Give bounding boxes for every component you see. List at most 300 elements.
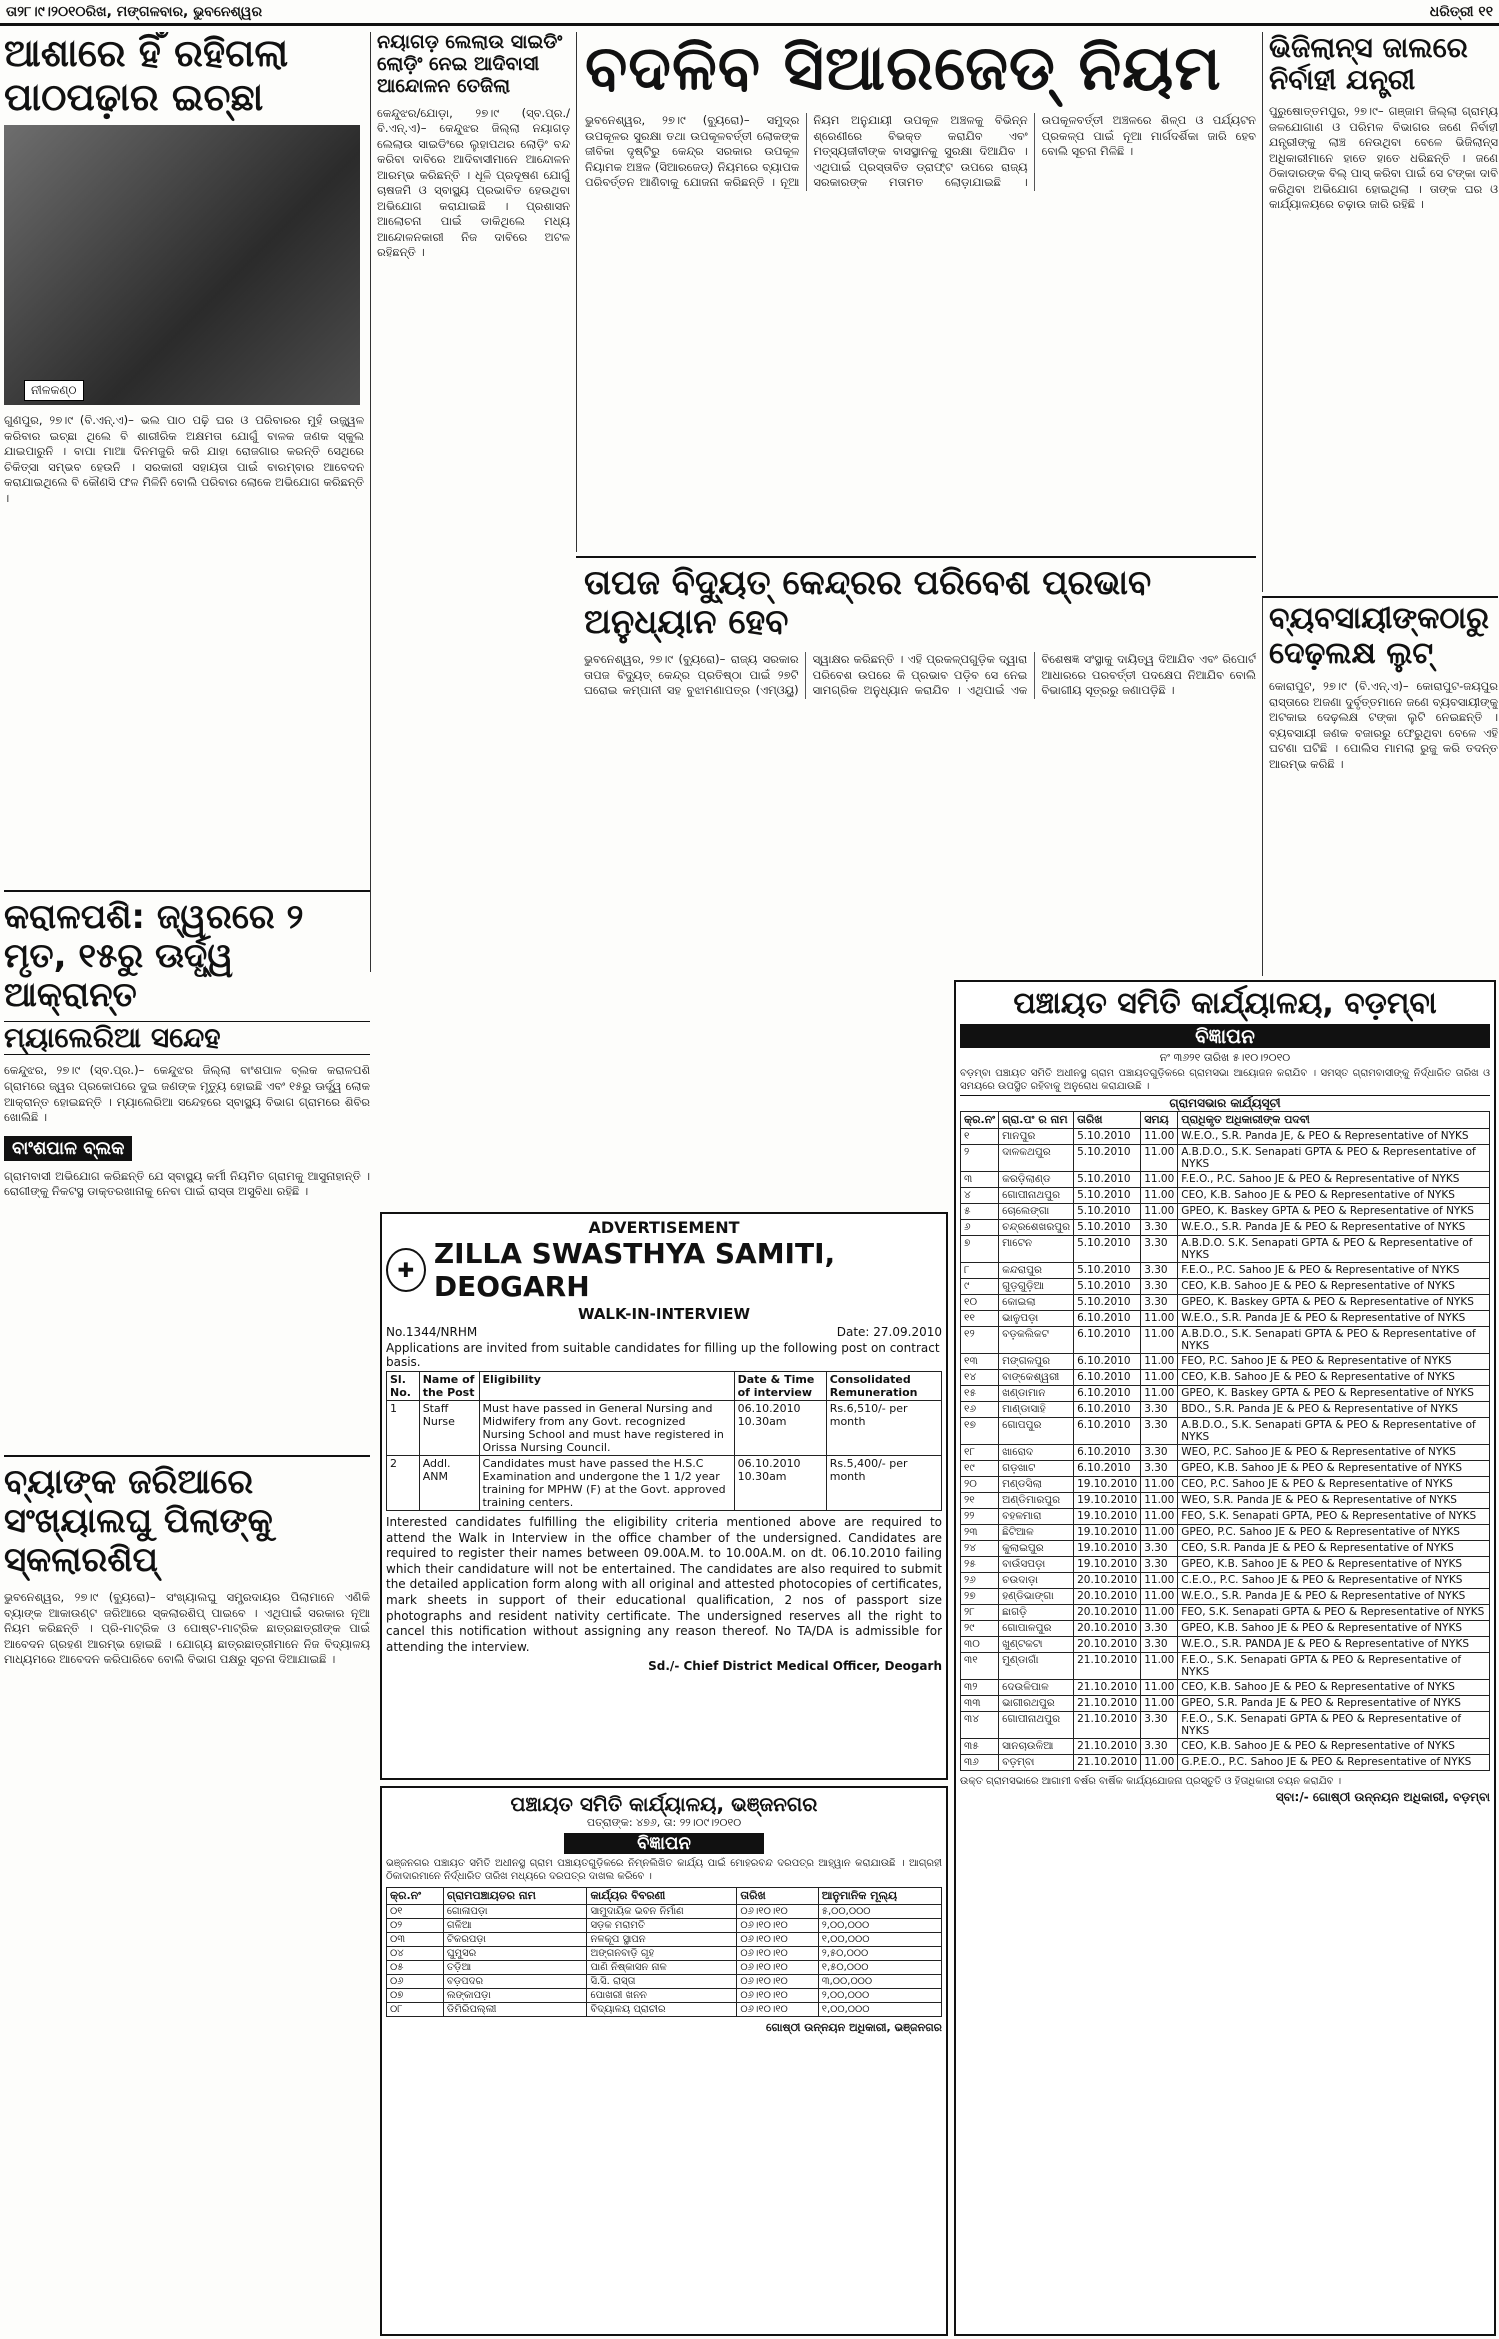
- table-cell: 21.10.2010: [1074, 1712, 1141, 1739]
- table-cell: ବିଦ୍ୟାଳୟ ପ୍ରାଚୀର: [587, 2003, 737, 2017]
- table-cell: ଦେଉଳିପାଳ: [999, 1680, 1074, 1696]
- table-cell: A.B.D.O., S.K. Senapati GPTA & PEO & Representative of NYKS: [1178, 1327, 1490, 1354]
- table-cell: ଖଣ୍ଡାମାନ: [999, 1386, 1074, 1402]
- table-cell: ୧୦: [961, 1295, 999, 1311]
- table-cell: W.E.O., S.R. Panda JE & PEO & Representative of NYKS: [1178, 1589, 1490, 1605]
- table-cell: 3.30: [1141, 1541, 1178, 1557]
- col-header: ତାରିଖ: [1074, 1112, 1141, 1129]
- table-cell: 5.10.2010: [1074, 1172, 1141, 1188]
- ad-table: [386, 1887, 942, 2017]
- table-cell: 3.30: [1141, 1445, 1178, 1461]
- table-cell: F.E.O., P.C. Sahoo JE & PEO & Representative of NYKS: [1178, 1172, 1490, 1188]
- ad-title: ବିଜ୍ଞାପନ: [564, 1833, 764, 1854]
- table-cell: 3.30: [1141, 1621, 1178, 1637]
- table-cell: ୧୩: [961, 1354, 999, 1370]
- headline: ଭିଜିଲାନ୍ସ ଜାଲରେ ନିର୍ବାହୀ ଯନ୍ତ୍ରୀ: [1269, 32, 1468, 97]
- headline: ତାପଜ ବିଦ୍ୟୁତ୍ କେନ୍ଦ୍ରର ପରିବେଶ ପ୍ରଭାବ ଅନୁଧ୍ୟାନ ହେବ: [584, 563, 1152, 643]
- table-cell: F.E.O., S.K. Senapati GPTA & PEO & Representative of NYKS: [1178, 1712, 1490, 1739]
- table-cell: ୮: [961, 1263, 999, 1279]
- table-cell: 5.10.2010: [1074, 1279, 1141, 1295]
- ad-ref: ପତ୍ରାଙ୍କ: ୪୭୬, ତା: ୨୨।୦୯।୨୦୧୦: [586, 1816, 742, 1829]
- story-scholarship: [4, 1455, 370, 2335]
- headline: କରାଳପଶି: ଜ୍ୱରରେ ୨ ମୃତ, ୧୫ରୁ ଊର୍ଦ୍ଧ୍ୱ ଆକ୍ରାନ୍ତ: [4, 897, 304, 1016]
- table-cell: 11.00: [1141, 1172, 1178, 1188]
- table-row: [961, 1204, 1490, 1220]
- table-cell: ୧: [961, 1129, 999, 1145]
- table-cell: 21.10.2010: [1074, 1653, 1141, 1680]
- table-cell: 5.10.2010: [1074, 1129, 1141, 1145]
- table-row: [961, 1573, 1490, 1589]
- ad-signature: Sd./- Chief District Medical Officer, Deogarh: [648, 1659, 942, 1674]
- table-cell: ତଡ଼ିଆ: [443, 1961, 587, 1975]
- table-cell: 3.30: [1141, 1263, 1178, 1279]
- table-cell: ବହଳମାରା: [999, 1509, 1074, 1525]
- table-cell: ଗୋପପୁର: [999, 1418, 1074, 1445]
- table-cell: ୨୯: [961, 1621, 999, 1637]
- table-cell: 3.30: [1141, 1637, 1178, 1653]
- table-row: [961, 1621, 1490, 1637]
- table-row: [961, 1445, 1490, 1461]
- table-cell: G.P.E.O., P.C. Sahoo JE & PEO & Representative of NYKS: [1178, 1755, 1490, 1771]
- table-cell: ମାନପୁର: [999, 1129, 1074, 1145]
- table-cell: 5.10.2010: [1074, 1236, 1141, 1263]
- table-cell: ୦୭: [387, 1989, 444, 2003]
- date-line: ତା୨୮।୯।୨୦୧୦ରିଖ, ମଙ୍ଗଳବାର, ଭୁବନେଶ୍ୱର: [6, 3, 263, 20]
- table-row: [387, 2003, 942, 2017]
- table-cell: W.E.O., S.R. Panda JE & PEO & Representative of NYKS: [1178, 1311, 1490, 1327]
- table-cell: ଗୋଳାପଡ଼ା: [443, 1905, 587, 1919]
- ad-intro: Applications are invited from suitable candidates for filling up the following post on contract basis.: [386, 1341, 940, 1369]
- ad-signature: ସ୍ବା:/- ଗୋଷ୍ଠୀ ଉନ୍ନୟନ ଅଧିକାରୀ, ବଡ଼ମ୍ବା: [1275, 1790, 1490, 1804]
- table-cell: ୧୭: [961, 1418, 999, 1445]
- article-body: କୋରାପୁଟ, ୨୭।୯ (ବି.ଏନ୍.ଏ)– କୋରାପୁଟ-ଜୟପୁର ରାସ୍ତାରେ ଅଜଣା ଦୁର୍ବୃତ୍ତମାନେ ଜଣେ ବ୍ୟବସାୟୀଙ୍କୁ ଅଟକାଇ ଦେଢ଼ଲକ୍ଷ ଟଙ୍କା ଲୁଟି ନେଇଛନ୍ତି । ବ୍ୟବସାୟୀ ଜଣକ ବଜାରରୁ ଫେରୁଥିବା ବେଳେ ଏହି ଘଟଣା ଘଟିଛି । ପୋଲିସ ମାମଲା ରୁଜୁ କରି ତଦନ୍ତ ଆରମ୍ଭ କରିଛି ।: [1269, 679, 1498, 771]
- table-row: [961, 1295, 1490, 1311]
- table-cell: ୫: [961, 1204, 999, 1220]
- table-cell: 11.00: [1141, 1188, 1178, 1204]
- table-cell: 3.30: [1141, 1279, 1178, 1295]
- table-row: [961, 1370, 1490, 1386]
- table-cell: ସଡ଼କ ମରାମତି: [587, 1919, 737, 1933]
- table-cell: 11.00: [1141, 1525, 1178, 1541]
- table-cell: F.E.O., P.C. Sahoo JE & PEO & Representative of NYKS: [1178, 1263, 1490, 1279]
- ad-notes: Interested candidates fulfilling the eligibility criteria mentioned above are required to attend the Walk in Interview in the office chamber of the undersigned. Candidates are required to register their names between 09.00A.M. to 10.00A.M. on dt. 06.10.2010 failing which their candidature will not be entertained. The candidates are also required to submit the detailed application form along with all original and attested photocopies of certificates, mark sheets in support of their educational qualification, 2 nos of passport size photographs and resident nativity certificate. The undersigned reserves all the right to cancel this notification without assigning any reason thereof. No TA/DA is admissible for attending the interview.: [386, 1515, 942, 1654]
- table-cell: ସି.ସି. ରାସ୍ତା: [587, 1975, 737, 1989]
- table-cell: 11.00: [1141, 1354, 1178, 1370]
- table-cell: CEO, K.B. Sahoo JE & PEO & Representative of NYKS: [1178, 1279, 1490, 1295]
- table-row: [961, 1477, 1490, 1493]
- table-cell: GPEO, K.B. Sahoo JE & PEO & Representative of NYKS: [1178, 1557, 1490, 1573]
- table-cell: 11.00: [1141, 1680, 1178, 1696]
- masthead-brand: ଧରିତ୍ରୀ ୧୧: [1429, 3, 1493, 20]
- table-cell: GPEO, K.B. Sahoo JE & PEO & Representative of NYKS: [1178, 1461, 1490, 1477]
- table-cell: WEO, P.C. Sahoo JE & PEO & Representative of NYKS: [1178, 1445, 1490, 1461]
- table-cell: WEO, S.R. Panda JE & PEO & Representative of NYKS: [1178, 1493, 1490, 1509]
- table-cell: 11.00: [1141, 1573, 1178, 1589]
- headline: ନୟାଗଡ଼ ଲେଲାଉ ସାଇଡିଂ ଲୋଡ଼ିଂ ନେଇ ଆଦିବାସୀ ଆନ୍ଦୋଳନ ତେଜିଲା: [377, 32, 563, 97]
- table-row: [387, 1905, 942, 1919]
- table-cell: GPEO, K. Baskey GPTA & PEO & Representative of NYKS: [1178, 1295, 1490, 1311]
- table-row: [961, 1461, 1490, 1477]
- table-row: [961, 1220, 1490, 1236]
- col-header: Date & Time of interview: [734, 1372, 826, 1401]
- ad-footer: ଉକ୍ତ ଗ୍ରାମସଭାରେ ଆଗାମୀ ବର୍ଷର ବାର୍ଷିକ କାର୍ଯ୍ୟଯୋଜନା ପ୍ରସ୍ତୁତି ଓ ହିତାଧିକାରୀ ଚୟନ କରାଯିବ ।: [960, 1776, 1342, 1787]
- table-cell: ୨: [961, 1145, 999, 1172]
- table-cell: ଖୁଣ୍ଟକଟା: [999, 1637, 1074, 1653]
- table-cell: ୩୫: [961, 1739, 999, 1755]
- table-cell: ୦୬।୧୦।୧୦: [737, 1947, 818, 1961]
- table-row: [961, 1493, 1490, 1509]
- table-row: [961, 1696, 1490, 1712]
- table-cell: 3.30: [1141, 1295, 1178, 1311]
- table-cell: 11.00: [1141, 1204, 1178, 1220]
- table-cell: ଗୁଡ଼ଗୁଡ଼ିଆ: [999, 1279, 1074, 1295]
- ad-org: ପଞ୍ଚାୟତ ସମିତି କାର୍ଯ୍ୟାଳୟ, ଭଞ୍ଜନଗର: [510, 1792, 818, 1816]
- table-cell: 6.10.2010: [1074, 1402, 1141, 1418]
- table-cell: 3.30: [1141, 1236, 1178, 1263]
- table-cell: କୁଲାଇପୁର: [999, 1541, 1074, 1557]
- table-cell: ନଳକୂପ ସ୍ଥାପନ: [587, 1933, 737, 1947]
- table-cell: FEO, P.C. Sahoo JE & PEO & Representative of NYKS: [1178, 1354, 1490, 1370]
- table-cell: 19.10.2010: [1074, 1477, 1141, 1493]
- table-cell: ୩: [961, 1172, 999, 1188]
- table-cell: ୦୬: [387, 1975, 444, 1989]
- story-aashare: [4, 32, 364, 932]
- table-cell: ୨୦: [961, 1477, 999, 1493]
- table-cell: ୧୬: [961, 1402, 999, 1418]
- table-cell: ୨,୦୦,୦୦୦: [818, 1919, 941, 1933]
- table-cell: 3.30: [1141, 1557, 1178, 1573]
- table-cell: 11.00: [1141, 1311, 1178, 1327]
- table-cell: ଚୋଲେଙ୍ଗା: [999, 1204, 1074, 1220]
- table-cell: ୦୬।୧୦।୧୦: [737, 1961, 818, 1975]
- table-cell: CEO, K.B. Sahoo JE & PEO & Representative of NYKS: [1178, 1370, 1490, 1386]
- table-cell: ଦାଳକଥପୁର: [999, 1145, 1074, 1172]
- table-cell: ୦୮: [387, 2003, 444, 2017]
- table-cell: କୋଇଲା: [999, 1295, 1074, 1311]
- table-cell: CEO, K.B. Sahoo JE & PEO & Representative of NYKS: [1178, 1739, 1490, 1755]
- table-cell: ୩୨: [961, 1680, 999, 1696]
- table-cell: ୨୧: [961, 1493, 999, 1509]
- ad-date: Date: 27.09.2010: [836, 1325, 942, 1339]
- table-cell: ୦୧: [387, 1905, 444, 1919]
- table-row: [961, 1680, 1490, 1696]
- table-cell: କନ୍ଦରାପୁର: [999, 1263, 1074, 1279]
- kicker: ମ୍ୟାଲେରିଆ ସନ୍ଦେହ: [4, 1021, 370, 1055]
- table-cell: 11.00: [1141, 1129, 1178, 1145]
- table-cell: ଗଳିଆ: [443, 1919, 587, 1933]
- ad-badamba: [954, 980, 1496, 2336]
- headline: ବ୍ୟାଙ୍କ ଜରିଆରେ ସଂଖ୍ୟାଲଘୁ ପିଲାଙ୍କୁ ସ୍କଲାରଶିପ୍: [4, 1462, 273, 1581]
- ad-title: ବିଜ୍ଞାପନ: [960, 1024, 1490, 1048]
- table-cell: 6.10.2010: [1074, 1418, 1141, 1445]
- article-body: ଭୁବନେଶ୍ୱର, ୨୭।୯ (ବ୍ୟୁରୋ)– ରାଜ୍ୟ ସରକାର ତାପଜ ବିଦ୍ୟୁତ୍ କେନ୍ଦ୍ର ପ୍ରତିଷ୍ଠା ପାଇଁ ୨୭ଟି ଘରୋଇ କମ୍ପାନୀ ସହ ବୁଝାମଣାପତ୍ର (ଏମ୍ଓୟୁ) ସ୍ୱାକ୍ଷର କରିଛନ୍ତି । ଏହି ପ୍ରକଳ୍ପଗୁଡ଼ିକ ଦ୍ୱାରା ପରିବେଶ ଉପରେ କି ପ୍ରଭାବ ପଡ଼ିବ ସେ ନେଇ ସାମଗ୍ରିକ ଅନୁଧ୍ୟାନ କରାଯିବ । ଏଥିପାଇଁ ଏକ ବିଶେଷଜ୍ଞ ସଂସ୍ଥାକୁ ଦାୟିତ୍ୱ ଦିଆଯିବ ଏବଂ ରିପୋର୍ଟ ଆଧାରରେ ପରବର୍ତ୍ତୀ ପଦକ୍ଷେପ ନିଆଯିବ ବୋଲି ବିଭାଗୀୟ ସୂତ୍ରରୁ ଜଣାପଡ଼ିଛି ।: [584, 652, 1256, 698]
- table-cell: 3.30: [1141, 1220, 1178, 1236]
- emblem-icon: ✚: [386, 1248, 426, 1292]
- ad-deogarh: [380, 1212, 948, 1780]
- table-cell: ୦୬।୧୦।୧୦: [737, 1905, 818, 1919]
- table-cell: ୨,୦୦,୦୦୦: [818, 1989, 941, 2003]
- table-cell: 11.00: [1141, 1653, 1178, 1680]
- table-cell: 5.10.2010: [1074, 1204, 1141, 1220]
- table-row: [387, 1975, 942, 1989]
- table-row: [961, 1145, 1490, 1172]
- article-body: ପୁରୁଷୋତ୍ତମପୁର, ୨୭।୯– ଗଞ୍ଜାମ ଜିଲ୍ଲା ଗ୍ରାମ୍ୟ ଜଳଯୋଗାଣ ଓ ପରିମଳ ବିଭାଗର ଜଣେ ନିର୍ବାହୀ ଯନ୍ତ୍ରୀଙ୍କୁ ଲାଞ୍ଚ ନେଉଥିବା ବେଳେ ଭିଜିଲାନ୍ସ ଅଧିକାରୀମାନେ ହାତେ ହାତେ ଧରିଛନ୍ତି । ଜଣେ ଠିକାଦାରଙ୍କ ବିଲ୍ ପାସ୍ କରିବା ପାଇଁ ସେ ଟଙ୍କା ଦାବି କରିଥିବା ଅଭିଯୋଗ ହୋଇଥିଲା । ତାଙ୍କ ଘର ଓ କାର୍ଯ୍ୟାଳୟରେ ଚଢ଼ାଉ ଜାରି ରହିଛି ।: [1269, 104, 1498, 212]
- table-cell: ୨୩: [961, 1525, 999, 1541]
- table-cell: W.E.O., S.R. PANDA JE & PEO & Representative of NYKS: [1178, 1637, 1490, 1653]
- table-cell: 11.00: [1141, 1755, 1178, 1771]
- page-header: [0, 0, 1499, 26]
- table-row: [961, 1755, 1490, 1771]
- table-cell: ବଡ଼ମ୍ବା: [999, 1755, 1074, 1771]
- ad-bhanjanagar: [380, 1786, 948, 2336]
- table-row: [387, 1933, 942, 1947]
- table-cell: 19.10.2010: [1074, 1557, 1141, 1573]
- table-cell: 6.10.2010: [1074, 1445, 1141, 1461]
- table-cell: ୨୫: [961, 1557, 999, 1573]
- table-cell: ୦୬।୧୦।୧୦: [737, 2003, 818, 2017]
- table-cell: 11.00: [1141, 1509, 1178, 1525]
- table-cell: ମଣ୍ଡସିଲା: [999, 1477, 1074, 1493]
- table-cell: 3.30: [1141, 1739, 1178, 1755]
- table-row: [961, 1739, 1490, 1755]
- table-row: [961, 1605, 1490, 1621]
- table-row: [387, 1947, 942, 1961]
- table-cell: GPEO, K. Baskey GPTA & PEO & Representative of NYKS: [1178, 1386, 1490, 1402]
- table-cell: W.E.O., S.R. Panda JE & PEO & Representative of NYKS: [1178, 1220, 1490, 1236]
- table-cell: ୩୬: [961, 1755, 999, 1771]
- table-cell: 5.10.2010: [1074, 1295, 1141, 1311]
- table-cell: କରଡ଼ିଲାଣ୍ଡ: [999, 1172, 1074, 1188]
- table-cell: GPEO, S.R. Panda JE & PEO & Representative of NYKS: [1178, 1696, 1490, 1712]
- table-cell: 11.00: [1141, 1145, 1178, 1172]
- table-cell: 6.10.2010: [1074, 1327, 1141, 1354]
- table-cell: ମାଟେନ: [999, 1236, 1074, 1263]
- sub-kicker: ବାଂଶପାଳ ବ୍ଲକ: [4, 1136, 132, 1161]
- table-cell: 3.30: [1141, 1418, 1178, 1445]
- table-cell: ଡିମିରିପଲ୍ଲୀ: [443, 2003, 587, 2017]
- table-row: [387, 1919, 942, 1933]
- table-cell: ୦୨: [387, 1919, 444, 1933]
- table-cell: ୦୬।୧୦।୧୦: [737, 1989, 818, 2003]
- table-row: [961, 1589, 1490, 1605]
- table-row: [961, 1354, 1490, 1370]
- table-cell: ଅଣ୍ଡିମାରପୁର: [999, 1493, 1074, 1509]
- table-cell: ଗଡ଼ଖାଟ: [999, 1461, 1074, 1477]
- table-cell: CEO, S.R. Panda JE & PEO & Representative of NYKS: [1178, 1541, 1490, 1557]
- table-cell: 3.30: [1141, 1461, 1178, 1477]
- table-row: [961, 1129, 1490, 1145]
- table-cell: 21.10.2010: [1074, 1696, 1141, 1712]
- col-header: Name of the Post: [419, 1372, 479, 1401]
- ad-section: ଗ୍ରାମସଭାର କାର୍ଯ୍ୟସୂଚୀ: [960, 1095, 1490, 1111]
- table-row: [961, 1188, 1490, 1204]
- table-cell: ଖାରୋଦ: [999, 1445, 1074, 1461]
- table-cell: ବଡ଼ପଦର: [443, 1975, 587, 1989]
- table-cell: ବାଙ୍କେଶ୍ୱରୀ: [999, 1370, 1074, 1386]
- article-body: ଭୁବନେଶ୍ୱର, ୨୭।୯ (ବ୍ୟୁରୋ)– ସମୁଦ୍ର ଉପକୂଳର ସୁରକ୍ଷା ତଥା ଉପକୂଳବର୍ତ୍ତୀ ଲୋକଙ୍କ ଜୀବିକା ଦୃଷ୍ଟିରୁ କେନ୍ଦ୍ର ସରକାର ଉପକୂଳ ନିୟାମକ ଅଞ୍ଚଳ (ସିଆରଜେଡ୍) ନିୟମରେ ବ୍ୟାପକ ପରିବର୍ତ୍ତନ ଆଣିବାକୁ ଯୋଜନା କରିଛନ୍ତି । ନୂଆ ନିୟମ ଅନୁଯାୟୀ ଉପକୂଳ ଅଞ୍ଚଳକୁ ବିଭିନ୍ନ ଶ୍ରେଣୀରେ ବିଭକ୍ତ କରାଯିବ ଏବଂ ମତ୍ସ୍ୟଜୀବୀଙ୍କ ବାସସ୍ଥାନକୁ ସୁରକ୍ଷା ଦିଆଯିବ । ଏଥିପାଇଁ ପ୍ରସ୍ତାବିତ ଡ୍ରାଫ୍ଟ ଉପରେ ରାଜ୍ୟ ସରକାରଙ୍କ ମତାମତ ଲୋଡ଼ାଯାଇଛି । ଉପକୂଳବର୍ତ୍ତୀ ଅଞ୍ଚଳରେ ଶିଳ୍ପ ଓ ପର୍ଯ୍ୟଟନ ପ୍ରକଳ୍ପ ପାଇଁ ନୂଆ ମାର୍ଗଦର୍ଶିକା ଜାରି ହେବ ବୋଲି ସୂଚନା ମିଳିଛି ।: [585, 113, 1256, 190]
- table-cell: ସାମୁଦାୟିକ ଭବନ ନିର୍ମାଣ: [587, 1905, 737, 1919]
- table-cell: ୧,୦୦,୦୦୦: [818, 1933, 941, 1947]
- col-header: ପ୍ରାଧିକୃତ ଅଧିକାରୀଙ୍କ ପଦବୀ: [1178, 1112, 1490, 1129]
- table-cell: ୨୮: [961, 1605, 999, 1621]
- table-cell: ମାଣ୍ଡାସାହି: [999, 1402, 1074, 1418]
- table-cell: 11.00: [1141, 1589, 1178, 1605]
- table-cell: A.B.D.O., S.K. Senapati GPTA & PEO & Representative of NYKS: [1178, 1145, 1490, 1172]
- table-cell: 20.10.2010: [1074, 1573, 1141, 1589]
- ad-signature: ଗୋଷ୍ଠୀ ଉନ୍ନୟନ ଅଧିକାରୀ, ଭଞ୍ଜନଗର: [766, 2021, 942, 2034]
- table-cell: 20.10.2010: [1074, 1605, 1141, 1621]
- article-body-2: ଗ୍ରାମବାସୀ ଅଭିଯୋଗ କରିଛନ୍ତି ଯେ ସ୍ବାସ୍ଥ୍ୟ କର୍ମୀ ନିୟମିତ ଗ୍ରାମକୁ ଆସୁନାହାନ୍ତି । ରୋଗୀଙ୍କୁ ନିକଟସ୍ଥ ଡାକ୍ତରଖାନାକୁ ନେବା ପାଇଁ ରାସ୍ତା ଅସୁବିଧା ରହିଛି ।: [4, 1168, 370, 1199]
- table-cell: CEO, K.B. Sahoo JE & PEO & Representative of NYKS: [1178, 1680, 1490, 1696]
- table-cell: ଗୋପୀନାଥପୁର: [999, 1188, 1074, 1204]
- table-cell: ଛାଗଡ଼ି: [999, 1605, 1074, 1621]
- ad-ref: ନଂ ୩୬୨୧ ତାରିଖ ୫।୧୦।୨୦୧୦: [1159, 1051, 1291, 1064]
- col-header: ତାରିଖ: [737, 1888, 818, 1905]
- table-cell: 5.10.2010: [1074, 1145, 1141, 1172]
- table-cell: 6.10.2010: [1074, 1311, 1141, 1327]
- table-cell: ୦୬।୧୦।୧୦: [737, 1919, 818, 1933]
- ad-intro: ଭଞ୍ଜନଗର ପଞ୍ଚାୟତ ସମିତି ଅଧୀନସ୍ଥ ଗ୍ରାମ ପଞ୍ଚାୟତଗୁଡ଼ିକରେ ନିମ୍ନଲିଖିତ କାର୍ଯ୍ୟ ପାଇଁ ମୋହରବନ୍ଦ ଦରପତ୍ର ଆହ୍ୱାନ କରାଯାଉଛି । ଆଗ୍ରହୀ ଠିକାଦାରମାନେ ନିର୍ଦ୍ଧାରିତ ତାରିଖ ମଧ୍ୟରେ ଦରପତ୍ର ଦାଖଲ କରିବେ ।: [386, 1858, 942, 1882]
- table-cell: ୩,୦୦,୦୦୦: [818, 1975, 941, 1989]
- col-header: ଗ୍ରାମପଞ୍ଚାୟତର ନାମ: [443, 1888, 587, 1905]
- table-cell: 6.10.2010: [1074, 1461, 1141, 1477]
- table-cell: ୨୪: [961, 1541, 999, 1557]
- table-cell: C.E.O., P.C. Sahoo JE & PEO & Representative of NYKS: [1178, 1573, 1490, 1589]
- table-cell: 6.10.2010: [1074, 1354, 1141, 1370]
- table-row: [387, 1989, 942, 2003]
- ad-intro: ବଡ଼ମ୍ବା ପଞ୍ଚାୟତ ସମିତି ଅଧୀନସ୍ଥ ଗ୍ରାମ ପଞ୍ଚାୟତଗୁଡ଼ିକରେ ଗ୍ରାମସଭା ଆୟୋଜନ କରାଯିବ । ସମସ୍ତ ଗ୍ରାମବାସୀଙ୍କୁ ନିର୍ଦ୍ଧାରିତ ତାରିଖ ଓ ସମୟରେ ଉପସ୍ଥିତ ରହିବାକୁ ଅନୁରୋଧ କରାଯାଉଛି ।: [960, 1068, 1490, 1092]
- table-cell: ମଙ୍ଗଳପୁର: [999, 1354, 1074, 1370]
- table-cell: ୬: [961, 1220, 999, 1236]
- table-row: [961, 1279, 1490, 1295]
- table-cell: ମୁଣ୍ଡାଗାଁ: [999, 1653, 1074, 1680]
- table-cell: GPEO, P.C. Sahoo JE & PEO & Representative of NYKS: [1178, 1525, 1490, 1541]
- ad-org: ZILLA SWASTHYA SAMITI, DEOGARH: [433, 1237, 836, 1303]
- headline: ବଦଳିବ ସିଆରଜେଡ୍ ନିୟମ: [585, 32, 1222, 104]
- table-cell: A.B.D.O., S.K. Senapati GPTA & PEO & Representative of NYKS: [1178, 1418, 1490, 1445]
- table-row: [961, 1541, 1490, 1557]
- col-header: ସମୟ: [1141, 1112, 1178, 1129]
- table-cell: 6.10.2010: [1074, 1386, 1141, 1402]
- table-cell: 11.00: [1141, 1370, 1178, 1386]
- ad-table: [386, 1371, 942, 1511]
- table-cell: ଚନ୍ଦ୍ରଶେଖରପୁର: [999, 1220, 1074, 1236]
- col-header: Consolidated Remuneration: [826, 1372, 941, 1401]
- headline: ଆଶାରେ ହିଁ ରହିଗଲା ପାଠପଢ଼ାର ଇଚ୍ଛା: [4, 32, 289, 119]
- col-header: କାର୍ଯ୍ୟର ବିବରଣୀ: [587, 1888, 737, 1905]
- table-cell: ୧,୦୦,୦୦୦: [818, 2003, 941, 2017]
- table-cell: ୨୨: [961, 1509, 999, 1525]
- table-cell: CEO, K.B. Sahoo JE & PEO & Representative of NYKS: [1178, 1188, 1490, 1204]
- table-row: [387, 1961, 942, 1975]
- table-cell: A.B.D.O. S.K. Senapati GPTA & PEO & Representative of NYKS: [1178, 1236, 1490, 1263]
- table-cell: ବଡ଼କଲିକଟ: [999, 1327, 1074, 1354]
- table-cell: ୦୬।୧୦।୧୦: [737, 1975, 818, 1989]
- photo-caption: ନୀଳକଣ୍ଠ: [24, 380, 84, 401]
- table-row: [961, 1418, 1490, 1445]
- article-body: ଭୁବନେଶ୍ୱର, ୨୭।୯ (ବ୍ୟୁରୋ)– ସଂଖ୍ୟାଲଘୁ ସମ୍ପ୍ରଦାୟର ପିଲାମାନେ ଏଣିକି ବ୍ୟାଙ୍କ ଆକାଉଣ୍ଟ ଜରିଆରେ ସ୍କଲାରଶିପ୍ ପାଇବେ । ଏଥିପାଇଁ ସରକାର ନୂଆ ନିୟମ କରିଛନ୍ତି । ପ୍ରି-ମାଟ୍ରିକ ଓ ପୋଷ୍ଟ-ମାଟ୍ରିକ ଛାତ୍ରଛାତ୍ରୀଙ୍କ ପାଇଁ ଆବେଦନ ଗ୍ରହଣ ଆରମ୍ଭ ହୋଇଛି । ଯୋଗ୍ୟ ଛାତ୍ରଛାତ୍ରୀମାନେ ନିଜ ବିଦ୍ୟାଳୟ ମାଧ୍ୟମରେ ଆବେଦନ କରିପାରିବେ ବୋଲି ବିଭାଗ ପକ୍ଷରୁ ସୂଚନା ଦିଆଯାଇଛି ।: [4, 1590, 370, 1667]
- table-cell: F.E.O., S.K. Senapati GPTA & PEO & Representative of NYKS: [1178, 1653, 1490, 1680]
- table-cell: 19.10.2010: [1074, 1509, 1141, 1525]
- table-row: [961, 1557, 1490, 1573]
- table-cell: ୩୪: [961, 1712, 999, 1739]
- table-cell: 3.30: [1141, 1402, 1178, 1418]
- table-cell: 19.10.2010: [1074, 1541, 1141, 1557]
- table-cell: 20.10.2010: [1074, 1621, 1141, 1637]
- table-cell: ୦୩: [387, 1933, 444, 1947]
- table-cell: ୨,୫୦,୦୦୦: [818, 1947, 941, 1961]
- table-row: [961, 1327, 1490, 1354]
- table-cell: ୭: [961, 1236, 999, 1263]
- table-cell: ପାଣି ନିଷ୍କାସନ ନାଳ: [587, 1961, 737, 1975]
- col-header: କ୍ର.ନଂ: [961, 1112, 999, 1129]
- table-cell: 21.10.2010: [1074, 1755, 1141, 1771]
- table-cell: ୧୮: [961, 1445, 999, 1461]
- ad-ref-no: No.1344/NRHM: [386, 1325, 478, 1339]
- table-cell: 11.00: [1141, 1696, 1178, 1712]
- table-cell: 11.00: [1141, 1477, 1178, 1493]
- table-cell: CEO, P.C. Sahoo JE & PEO & Representative of NYKS: [1178, 1477, 1490, 1493]
- headline: ବ୍ୟବସାୟୀଙ୍କଠାରୁ ଦେଢ଼ଲକ୍ଷ ଲୁଟ୍: [1269, 601, 1489, 671]
- table-cell: 11.00: [1141, 1327, 1178, 1354]
- table-cell: 20.10.2010: [1074, 1637, 1141, 1653]
- table-cell: 11.00: [1141, 1605, 1178, 1621]
- story-crz: [576, 32, 1256, 552]
- table-cell: GPEO, K. Baskey GPTA & PEO & Representative of NYKS: [1178, 1204, 1490, 1220]
- story-loot: [1262, 596, 1498, 976]
- table-row: [961, 1172, 1490, 1188]
- story-vigilance: [1262, 32, 1498, 592]
- table-cell: ୫,୦୦,୦୦୦: [818, 1905, 941, 1919]
- table-cell: 11.00: [1141, 1493, 1178, 1509]
- table-row: [961, 1712, 1490, 1739]
- table-cell: 3.30: [1141, 1712, 1178, 1739]
- table-cell: 21.10.2010: [1074, 1739, 1141, 1755]
- ad-kicker: ADVERTISEMENT: [588, 1218, 740, 1237]
- story-thermal: [576, 556, 1256, 976]
- table-cell: ବାଉଁସପଡ଼ା: [999, 1557, 1074, 1573]
- table-cell: ଚଉଦାଡ଼ା: [999, 1573, 1074, 1589]
- col-header: ଗ୍ରା.ପଂ ର ନାମ: [999, 1112, 1074, 1129]
- table-row: [961, 1402, 1490, 1418]
- table-cell: GPEO, K.B. Sahoo JE & PEO & Representative of NYKS: [1178, 1621, 1490, 1637]
- table-cell: W.E.O., S.R. Panda JE, & PEO & Representative of NYKS: [1178, 1129, 1490, 1145]
- table-cell: ଅଙ୍ଗନବାଡ଼ି ଗୃହ: [587, 1947, 737, 1961]
- table-row: [961, 1311, 1490, 1327]
- table-cell: ଭାଗୀରଥପୁର: [999, 1696, 1074, 1712]
- table-cell: ଘୁମୁସର: [443, 1947, 587, 1961]
- table-row: [961, 1637, 1490, 1653]
- article-body: ଗୁଣପୁର, ୨୭।୯ (ବି.ଏନ୍.ଏ)– ଭଲ ପାଠ ପଢ଼ି ଘର ଓ ପରିବାରର ମୁହଁ ଉଜ୍ଜ୍ୱଳ କରିବାର ଇଚ୍ଛା ଥିଲେ ବି ଶାରୀରିକ ଅକ୍ଷମତା ଯୋଗୁଁ ବାଳକ ଜଣକ ସ୍କୁଲ ଯାଇପାରୁନି । ବାପା ମାଆ ଦିନମଜୁରି କରି ଯାହା ରୋଜଗାର କରନ୍ତି ସେଥିରେ ଚିକିତ୍ସା ସମ୍ଭବ ହେଉନି । ସରକାରୀ ସହାୟତା ପାଇଁ ବାରମ୍ବାର ଆବେଦନ କରାଯାଇଥିଲେ ବି କୌଣସି ଫଳ ମିଳିନି ବୋଲି ପରିବାର ଲୋକେ ଅଭିଯୋଗ କରିଛନ୍ତି ।: [4, 413, 364, 505]
- table-cell: ପୋଖରୀ ଖନନ: [587, 1989, 737, 2003]
- table-cell: 5.10.2010: [1074, 1263, 1141, 1279]
- table-cell: ଭାଳୁପଡ଼ା: [999, 1311, 1074, 1327]
- ad-org: ପଞ୍ଚାୟତ ସମିତି କାର୍ଯ୍ୟାଳୟ, ବଡ଼ମ୍ବା: [1013, 986, 1437, 1021]
- table-cell: ୯: [961, 1279, 999, 1295]
- table-cell: ହଣ୍ଡିଭାଙ୍ଗା: [999, 1589, 1074, 1605]
- table-cell: 21.10.2010: [1074, 1680, 1141, 1696]
- table-row: [961, 1386, 1490, 1402]
- table-cell: ଟିକରପଡ଼ା: [443, 1933, 587, 1947]
- story-nayagarh: [370, 32, 570, 972]
- table-cell: ଗୋପାଳପୁର: [999, 1621, 1074, 1637]
- table-cell: ୧୧: [961, 1311, 999, 1327]
- table-cell: ୧୯: [961, 1461, 999, 1477]
- story-fever: [4, 890, 370, 1450]
- table-row: 2 Addl. ANM Candidates must have passed the H.S.C Examination and undergone the 1 1/2 year training for MPHW (F) at the Govt. approved training centers. 06.10.2010 10.30am Rs.5,400/- per month: [387, 1456, 942, 1511]
- table-row: [961, 1509, 1490, 1525]
- table-cell: 20.10.2010: [1074, 1589, 1141, 1605]
